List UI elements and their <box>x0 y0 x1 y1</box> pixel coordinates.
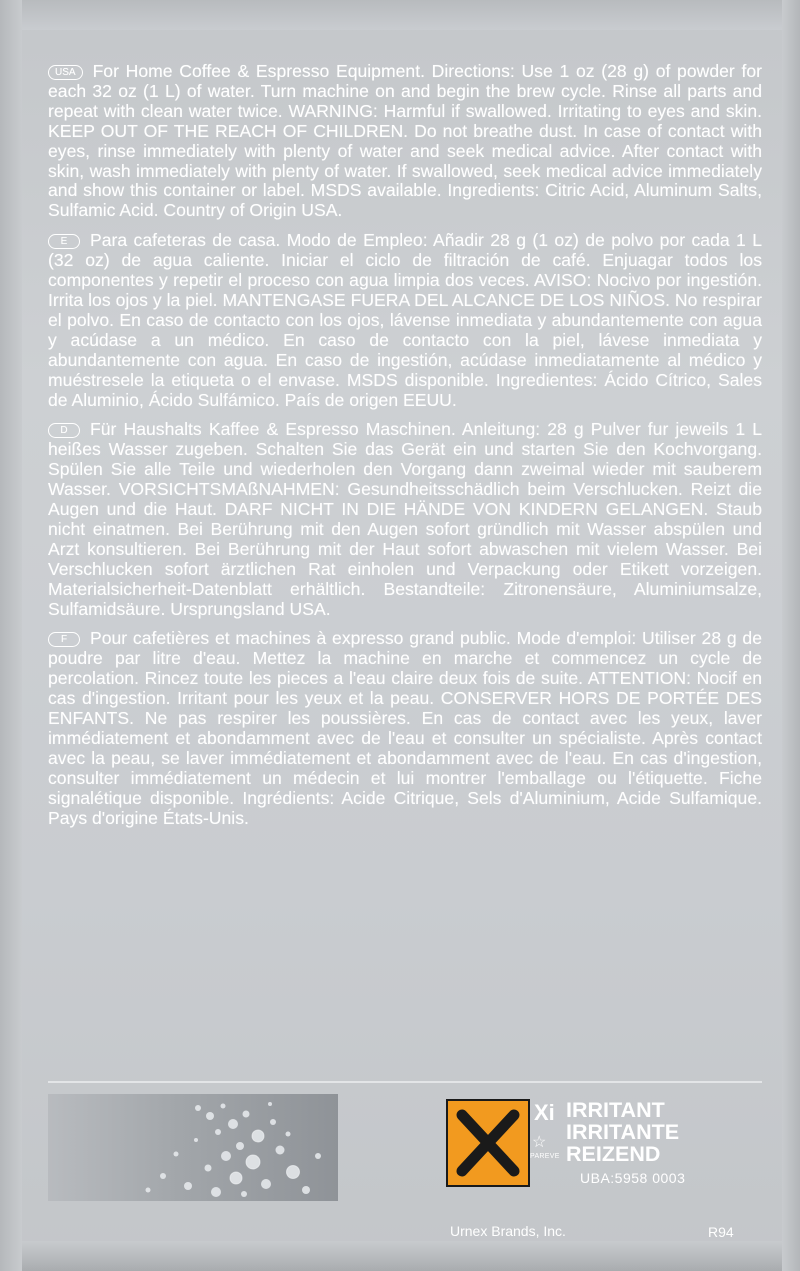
language-badge-d: D <box>48 423 80 438</box>
section-german-text: Für Haushalts Kaffee & Espresso Maschinen. Anleitung: 28 g Pulver fur jeweils 1 L heißes Wasser zugeben. Schalten Sie das Gerät ein und starten Sie den Kochvorgang. Spülen Sie alle Teile und wiederholen den Vorgang dann zweimal wieder mit sauberem Wasser. VORSICHTSMAßNAHMEN: Gesundheitsschädlich beim Verschlucken. Reizt die Augen und die Haut. DARF NICHT IN DIE HÄNDE VON KINDERN GELANGEN. Staub nicht einatmen. Bei Berührung mit den Augen sofort gründlich mit Wasser abspülen und Arzt konsultieren. Bei Berührung mit der Haut sofort abwaschen mit vielem Wasser. Bei Verschlucken sofort ärztlichen Rat einholen und Verpackung oder Etikett vorzeigen. Materialsicherheit-Datenblatt erhältlich. Bestandteile: Zitronensäure, Aluminiumsalze, Sulfamidsäure. Ursprungsland USA. <box>48 419 762 619</box>
section-usa-text: For Home Coffee & Espresso Equipment. Directions: Use 1 oz (28 g) of powder for each 32 oz (1 L) of water. Turn machine on and begin the brew cycle. Rinse all parts and repeat with clean water twice. WARNING: Harmful if swallowed. Irritating to eyes and skin. KEEP OUT OF THE REACH OF CHILDREN. Do not breathe dust. In case of contact with eyes, rinse immediately with plenty of water and seek medical advice. After contact with skin, wash immediately with plenty of water. If swallowed, seek medical advice immediately and show this container or label. MSDS available. Ingredients: Citric Acid, Aluminum Salts, Sulfamic Acid. Country of Origin USA. <box>48 61 762 221</box>
product-code: R94 <box>708 1224 734 1240</box>
box-edge-left <box>0 0 22 1271</box>
section-french-text: Pour cafetières et machines à expresso grand public. Mode d'emploi: Utiliser 28 g de poudre par litre d'eau. Mettez la machine en marche et commencez un cycle de percolation. Rincez toute les pieces a l'eau claire deux fois de suite. ATTENTION: Nocif en cas d'ingestion. Irritant pour les yeux et la peau. CONSERVER HORS DE PORTÉE DES ENFANTS. Ne pas respirer les poussières. En cas de contact avec les yeux, laver immédiatement et abondamment avec de l'eau et consulter un spécialiste. Après contact avec la peau, se laver immédiatement et abondamment avec de l'eau. En cas d'ingestion, consulter immédiatement un médecin et lui montrer l'emballage ou l'étiquette. Fiche signalétique disponible. Ingrédients: Acide Citrique, Sels d'Aluminium, Acide Sulfamique. Pays d'origine États-Unis. <box>48 628 762 828</box>
hazard-code: Xi <box>534 1100 555 1125</box>
language-badge-e: E <box>48 234 80 249</box>
uba-number: UBA:5958 0003 <box>580 1170 686 1186</box>
box-edge-right <box>782 0 800 1271</box>
manufacturer-name: Urnex Brands, Inc. <box>450 1223 566 1239</box>
x-cross-icon <box>448 1101 528 1185</box>
language-badge-f: F <box>48 632 80 647</box>
section-german <box>48 420 762 619</box>
section-usa <box>48 62 762 221</box>
hazard-label-es: IRRITANTE <box>566 1120 680 1144</box>
box-edge-bottom <box>0 1241 800 1271</box>
section-spanish <box>48 231 762 410</box>
section-spanish-text: Para cafeteras de casa. Modo de Empleo: Añadir 28 g (1 oz) de polvo por cada 1 L (32 oz) de agua caliente. Iniciar el ciclo de filtración de café. Enjuagar todos los componentes y repetir el proceso con agua limpia dos veces. AVISO: Nocivo por ingestión. Irrita los ojos y la piel. MANTENGASE FUERA DEL ALCANCE DE LOS NIÑOS. No respirar el polvo. En caso de contacto con los ojos, lávense inmediata y abundantemente con agua y acúdase a un médico. En caso de contacto con la piel, lávese inmediata y abundantemente con agua. En caso de ingestión, acúdase inmediatamente al médico y muéstresele la etiqueta o el envase. MSDS disponible. Ingredientes: Ácido Cítrico, Sales de Aluminio, Ácido Sulfámico. País de origen EEUU. <box>48 230 762 410</box>
language-badge-usa: USA <box>48 65 83 80</box>
box-edge-top <box>0 0 800 30</box>
hazard-label-de: REIZEND <box>566 1142 661 1166</box>
instructions-text <box>48 62 762 839</box>
bubbles-graphic <box>48 1094 338 1201</box>
pareve-mark: PAREVE <box>530 1153 560 1160</box>
divider-line <box>48 1081 762 1083</box>
section-french <box>48 629 762 828</box>
star-icon: ☆ <box>532 1134 547 1151</box>
hazard-labels <box>566 1099 679 1165</box>
bubbles-image <box>48 1094 338 1201</box>
hazard-label-en: IRRITANT <box>566 1098 665 1122</box>
irritant-hazard-symbol <box>446 1099 530 1187</box>
